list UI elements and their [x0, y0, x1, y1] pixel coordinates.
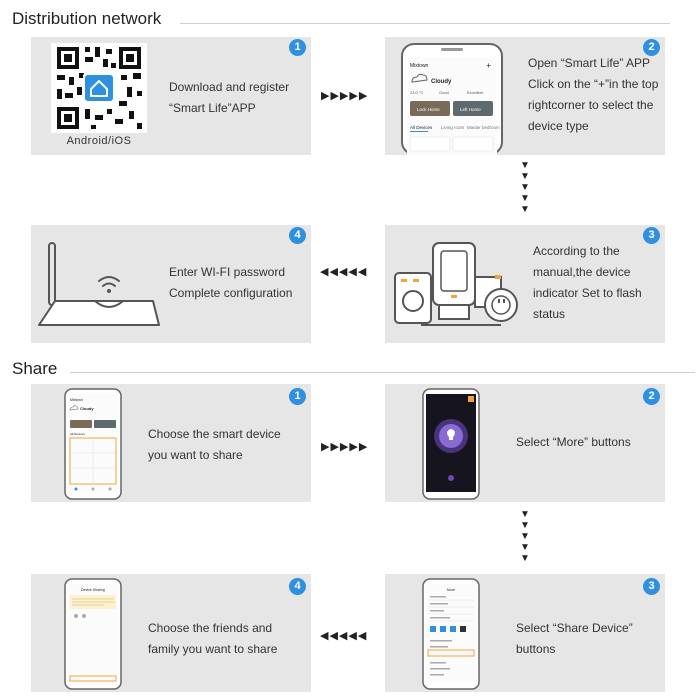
distribution-step-4-panel: [31, 225, 311, 343]
add-icon: +: [486, 61, 491, 70]
svg-text:Excellent: Excellent: [467, 90, 484, 95]
distribution-step-1-panel: [31, 37, 311, 155]
share-step-2-text: Select “More” buttons: [516, 435, 631, 449]
flow-arrow-right: ▶▶▶▶▶: [321, 90, 369, 102]
svg-text:Living room: Living room: [441, 125, 465, 130]
distribution-step-3-panel: [385, 225, 665, 343]
phone-weather-label: Cloudy: [431, 79, 452, 85]
svg-text:All Devices: All Devices: [70, 432, 85, 436]
svg-text:More: More: [447, 588, 455, 592]
flow-arrow-right: ▶▶▶▶▶: [321, 441, 369, 453]
distribution-step-2-panel: [385, 37, 665, 155]
distribution-step-3-text: According to the manual,the device indicator Set to flash status: [533, 244, 642, 321]
section-divider: [180, 23, 670, 24]
svg-text:Left Home: Left Home: [460, 107, 481, 112]
flow-arrow-down: ▼ ▼ ▼ ▼ ▼: [520, 509, 530, 564]
step-number-badge: 1: [289, 39, 306, 56]
svg-text:Good: Good: [439, 90, 449, 95]
svg-text:Cloudy: Cloudy: [80, 406, 94, 411]
phone-device-sharing-image: [64, 578, 122, 690]
svg-text:Device Sharing: Device Sharing: [81, 588, 105, 592]
svg-text:All Devices: All Devices: [410, 125, 433, 130]
svg-text:Lock Home: Lock Home: [417, 107, 440, 112]
step-number-badge: 3: [643, 578, 660, 595]
svg-text:Master bedroom: Master bedroom: [467, 125, 500, 130]
router-image: [35, 233, 165, 337]
flow-arrow-down: ▼ ▼ ▼ ▼ ▼: [520, 160, 530, 215]
step-number-badge: 3: [643, 227, 660, 244]
section-divider: [70, 372, 695, 373]
share-step-4-panel: [31, 574, 311, 692]
share-step-2-panel: [385, 384, 665, 502]
svg-text:23.0 °C: 23.0 °C: [410, 90, 424, 95]
distribution-step-1-text: Download and register “Smart Life”APP: [169, 80, 290, 115]
share-step-3-panel: [385, 574, 665, 692]
flow-arrow-left: ◀◀◀◀◀: [320, 266, 368, 278]
flow-arrow-left: ◀◀◀◀◀: [320, 630, 368, 642]
step-number-badge: 4: [289, 578, 306, 595]
step-number-badge: 2: [643, 388, 660, 405]
step-number-badge: 1: [289, 388, 306, 405]
step-number-badge: 2: [643, 39, 660, 56]
wifi-icon: [99, 277, 119, 286]
distribution-section-title: Distribution network: [12, 9, 162, 28]
step-number-badge: 4: [289, 227, 306, 244]
share-step-1-panel: [31, 384, 311, 502]
smart-devices-image: [391, 235, 531, 339]
phone-device-control-image: [422, 388, 480, 500]
share-step-3-text: Select “Share Device” buttons: [516, 621, 633, 656]
qr-caption: Android/iOS: [66, 135, 132, 147]
phone-device-list-image: [64, 388, 122, 500]
distribution-step-4-text: Enter WI-FI password Complete configuration: [169, 265, 293, 300]
phone-app-home-image: [401, 43, 503, 155]
phone-home-name: Mixtown: [410, 63, 429, 69]
distribution-step-2-text: Open “Smart Life” APP Click on the “+”in the top rightcorner to select the device type: [528, 56, 659, 133]
share-step-4-text: Choose the friends and family you want to share: [148, 621, 278, 656]
phone-more-menu-image: [422, 578, 480, 690]
svg-text:Mixtown: Mixtown: [70, 398, 83, 402]
qr-code-image: [51, 43, 147, 147]
share-step-1-text: Choose the smart device you want to share: [148, 427, 281, 462]
share-section-title: Share: [12, 359, 58, 378]
